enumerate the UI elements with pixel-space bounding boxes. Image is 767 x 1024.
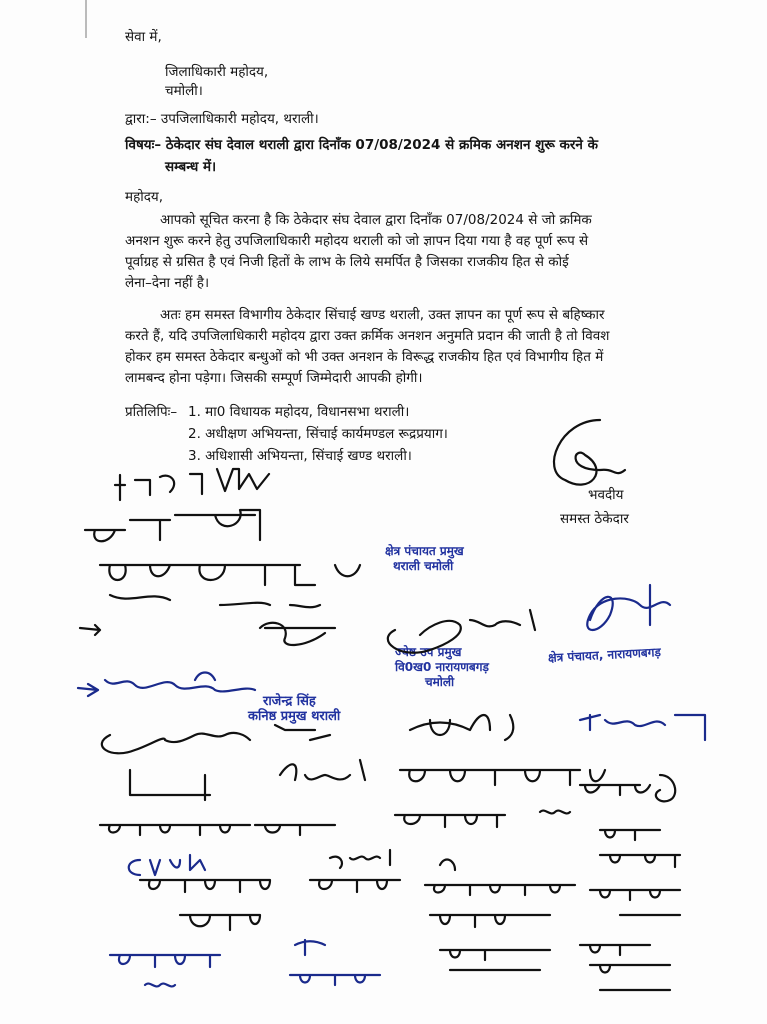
para2-line: अतः हम समस्त विभागीय ठेकेदार सिंचाई खण्ड थराली, उक्त ज्ञापन का पूर्ण रूप से बहिष्कार xyxy=(160,307,605,323)
signature-kunwar-singh xyxy=(425,860,575,895)
signature-prem-singh xyxy=(110,955,220,986)
stamp-text: क्षेत्र पंचायत प्रमुख xyxy=(385,544,464,558)
para2-line: करते हैं, यदि उपजिलाधिकारी महोदय द्वारा उक्त क्रर्मिक अनशन अनुमति प्रदान की जाती है तो विवश xyxy=(125,328,610,344)
para1-line: अनशन शुरू करने हेतु उपजिलाधिकारी महोदय थराली को जो ज्ञापन दिया गया है वह पूर्ण रूप से xyxy=(125,233,589,249)
signature-sati-2 xyxy=(102,725,315,753)
signature-pratap-singh xyxy=(580,775,675,801)
signature-rjoshi xyxy=(330,850,390,868)
signature-gabar-singh-bisht xyxy=(400,770,605,785)
greeting: महोदय, xyxy=(125,189,164,205)
signature-rajendra-blue xyxy=(580,715,705,740)
closing: भवदीय xyxy=(588,487,624,503)
via-line: द्वारा:– उपजिलाधिकारी महोदय, थराली। xyxy=(125,111,319,127)
signature-rajendra-singh xyxy=(78,673,255,697)
signature-sati-1 xyxy=(388,610,535,653)
cc-item: 2. अधीक्षण अभियन्ता, सिंचाई कार्यमण्डल रूद्रप्रयाग। xyxy=(188,426,448,442)
cc-item: 3. अधिशासी अभियन्ता, सिंचाई खण्ड थराली। xyxy=(188,448,412,464)
subject-line2: सम्बन्ध में। xyxy=(165,159,217,175)
signature-heera-singh xyxy=(115,469,269,500)
para2-line: लामबन्द होना पड़ेगा। जिसकी सम्पूर्ण जिम्मेदारी आपकी होगी। xyxy=(125,370,423,386)
stamp-text: थराली चमोली xyxy=(393,559,454,573)
salutation-to: सेवा में, xyxy=(125,29,162,45)
signature-manjeet-singh xyxy=(80,623,335,645)
stamp-text: ज्येष्ठ उप प्रमुख xyxy=(395,645,462,659)
signature-laxman-right xyxy=(600,830,680,867)
stamp-text: कनिष्ठ प्रमुख थराली xyxy=(248,709,341,724)
signature-baladi xyxy=(85,510,260,541)
signature-umesh-purohit xyxy=(100,565,360,607)
stamp-text: क्षेत्र पंचायत, नारायणबगड़ xyxy=(547,645,662,665)
addressee-line1: जिलाधिकारी महोदय, xyxy=(165,64,269,80)
signature-kundan-singh xyxy=(280,735,365,780)
stamp-text: चमोली xyxy=(425,675,455,689)
signatory-flourish xyxy=(554,420,625,485)
para1-line: लेना–देना नहीं है। xyxy=(125,275,210,291)
signature-govind-singh xyxy=(100,825,335,835)
para1-line: पूर्वाग्रह से ग्रसित है एवं निजी हितों के लाभ के लिये समर्पित है जिसका राजकीय हित से कोई xyxy=(125,254,569,270)
signature-cvofn xyxy=(129,855,205,875)
signature-pramod-singh xyxy=(580,945,670,990)
signature-rattle xyxy=(410,715,513,740)
signature-k-line xyxy=(130,770,210,800)
cc-item: 1. मा0 विधायक महोदय, विधानसभा थराली। xyxy=(188,404,410,420)
addressee-line2: चमोली। xyxy=(165,83,203,99)
signature-dusril xyxy=(180,915,260,930)
signature-gopal-singh xyxy=(590,890,680,915)
signature-pattala-singh xyxy=(430,915,550,970)
signature-tejpal-singh xyxy=(290,940,380,985)
stamp-text: वि0ख0 नारायणबगड़ xyxy=(395,660,489,674)
signature-lakshman-singh xyxy=(395,811,570,827)
signature-ramesh-chandra xyxy=(310,880,400,892)
subject-line1: विषयः– ठेकेदार संघ देवाल थराली द्वारा दिनाँक 07/08/2024 से क्रमिक अनशन शुरू करने के xyxy=(125,137,598,153)
stamp-text: राजेन्द्र सिंह xyxy=(263,694,316,709)
cc-label: प्रतिलिपिः– xyxy=(125,404,178,420)
para1-line: आपको सूचित करना है कि ठेकेदार संघ देवाल द्वारा दिनाँक 07/08/2024 से जो क्रमिक xyxy=(160,212,592,228)
signature-blue-top-right xyxy=(587,585,670,630)
signatory: समस्त ठेकेदार xyxy=(560,511,629,527)
para2-line: होकर हम समस्त ठेकेदार बन्धुओं को भी उक्त अनशन के विरूद्ध राजकीय हित एवं विभागीय हित में xyxy=(125,349,604,365)
signature-harendra-singh xyxy=(140,880,270,892)
